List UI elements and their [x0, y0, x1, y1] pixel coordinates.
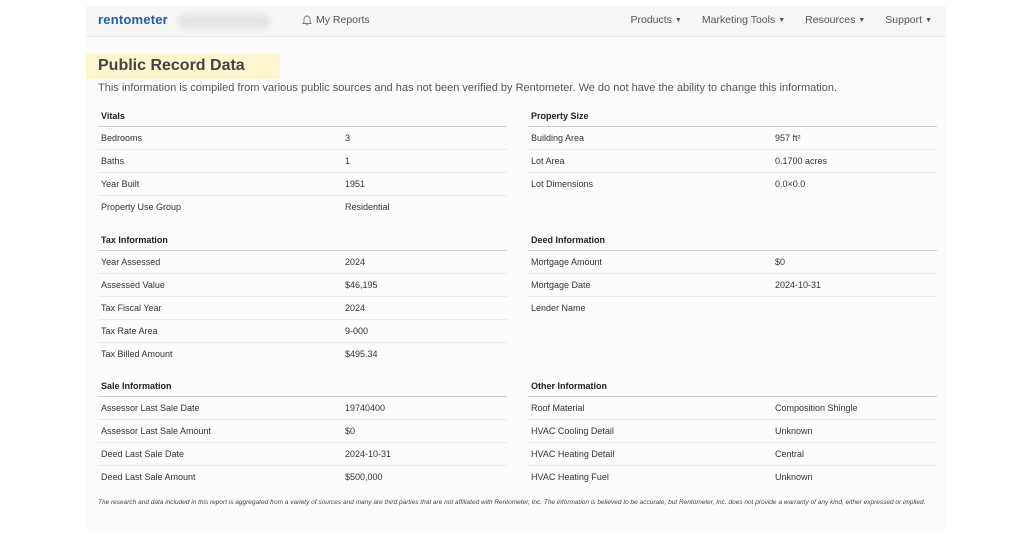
- nav-resources[interactable]: Resources ▼: [805, 14, 866, 26]
- row-label: Assessor Last Sale Date: [101, 403, 200, 413]
- table-row: [98, 343, 507, 365]
- row-value: $500,000: [345, 472, 383, 482]
- row-label: Assessor Last Sale Amount: [101, 426, 212, 436]
- table-row: [528, 397, 937, 420]
- table-row: [528, 420, 937, 443]
- rentometer-logo[interactable]: rentometer: [98, 12, 168, 27]
- row-label: Mortgage Amount: [531, 257, 603, 267]
- section-tax-information: [98, 232, 507, 365]
- table-row: [528, 466, 937, 488]
- row-label: Lot Dimensions: [531, 179, 594, 189]
- row-value: 3: [345, 133, 351, 143]
- row-label: HVAC Heating Detail: [531, 449, 615, 459]
- section-title: Vitals: [98, 108, 507, 127]
- row-label: Deed Last Sale Date: [101, 449, 185, 459]
- nav-menu: [630, 14, 932, 26]
- table-row: [98, 466, 507, 488]
- caret-down-icon: ▼: [778, 17, 786, 24]
- nav-marketing-tools[interactable]: Marketing Tools ▼: [701, 14, 786, 26]
- row-label: Mortgage Date: [531, 280, 591, 290]
- page-frame: [86, 6, 946, 532]
- row-value: 0.0×0.0: [775, 179, 806, 189]
- table-row: [98, 150, 507, 173]
- my-reports-link[interactable]: [302, 14, 370, 26]
- blurred-account-name: [178, 14, 270, 28]
- section-title: Property Size: [528, 108, 937, 127]
- row-value: [775, 297, 937, 319]
- row-value: Central: [775, 449, 805, 459]
- row-value: 19740400: [345, 403, 386, 413]
- nav-products[interactable]: Products ▼: [630, 14, 682, 26]
- section-deed-information: [528, 232, 937, 319]
- table-row: [98, 397, 507, 420]
- row-value: Residential: [345, 202, 390, 212]
- section-sale-information: [98, 378, 507, 488]
- table-row: [98, 297, 507, 320]
- caret-down-icon: ▼: [925, 17, 932, 24]
- row-value: 957 ft²: [775, 133, 801, 143]
- row-value: 9-000: [345, 326, 369, 336]
- section-vitals: [98, 108, 507, 218]
- row-label: HVAC Heating Fuel: [531, 472, 609, 482]
- row-value: $0: [345, 426, 356, 436]
- row-value: 0.1700 acres: [775, 156, 828, 166]
- row-value: $495.34: [345, 349, 378, 359]
- row-value: 2024-10-31: [775, 280, 822, 290]
- table-row: [98, 173, 507, 196]
- table-row: [98, 127, 507, 150]
- table-row: [98, 320, 507, 343]
- row-value: 2024-10-31: [345, 449, 392, 459]
- row-value: 2024: [345, 303, 366, 313]
- row-label: Property Use Group: [101, 202, 182, 212]
- row-value: 1: [345, 156, 351, 166]
- row-label: Year Assessed: [101, 257, 161, 267]
- section-title: Deed Information: [528, 232, 937, 251]
- row-value: $0: [775, 257, 786, 267]
- table-row: [98, 420, 507, 443]
- row-label: Tax Rate Area: [101, 326, 158, 336]
- row-label: Baths: [101, 156, 125, 166]
- row-value: $46,195: [345, 280, 378, 290]
- table-row: [98, 274, 507, 297]
- row-label: Tax Fiscal Year: [101, 303, 162, 313]
- section-title: Other Information: [528, 378, 937, 397]
- section-property-size: [528, 108, 937, 195]
- table-row: [98, 443, 507, 466]
- row-label: Deed Last Sale Amount: [101, 472, 196, 482]
- my-reports-label: My Reports: [316, 14, 370, 26]
- row-value: Unknown: [775, 472, 813, 482]
- table-row: [98, 251, 507, 274]
- row-label: Building Area: [531, 133, 585, 143]
- section-title: Tax Information: [98, 232, 507, 251]
- row-value: 1951: [345, 179, 366, 189]
- row-value: Unknown: [775, 426, 813, 436]
- row-value: 2024: [345, 257, 366, 267]
- row-label: Lot Area: [531, 156, 565, 166]
- caret-down-icon: ▼: [858, 17, 866, 24]
- table-row: [98, 196, 507, 218]
- section-title: Sale Information: [98, 378, 507, 397]
- caret-down-icon: ▼: [674, 17, 682, 24]
- page-subtitle: This information is compiled from various public sources and has not been verified by Rentometer. We do not have the ability to change this information.: [98, 82, 838, 94]
- table-row: [528, 274, 937, 297]
- table-row: [528, 150, 937, 173]
- top-navbar: [86, 6, 946, 37]
- row-label: Assessed Value: [101, 280, 165, 290]
- row-label: Tax Billed Amount: [101, 349, 173, 359]
- disclaimer-text: The research and data included in this report is aggregated from a variety of sources and many are third parties that are not affiliated with Rentometer, Inc. The information is believed to be accurate, but Rentometer, Inc. does not provide a warranty of any kind, either expressed or implied.: [98, 499, 926, 506]
- nav-support[interactable]: Support ▼: [885, 14, 932, 26]
- row-label: Year Built: [101, 179, 140, 189]
- row-label: HVAC Cooling Detail: [531, 426, 614, 436]
- row-label: Roof Material: [531, 403, 585, 413]
- section-other-information: [528, 378, 937, 488]
- row-label: Lender Name: [531, 303, 586, 313]
- table-row: [528, 251, 937, 274]
- bell-icon: [302, 15, 312, 26]
- table-row: [528, 297, 937, 319]
- table-row: [528, 173, 937, 195]
- table-row: [528, 443, 937, 466]
- page-title: Public Record Data: [98, 57, 245, 74]
- table-row: [528, 127, 937, 150]
- row-value: Composition Shingle: [775, 403, 858, 413]
- row-label: Bedrooms: [101, 133, 143, 143]
